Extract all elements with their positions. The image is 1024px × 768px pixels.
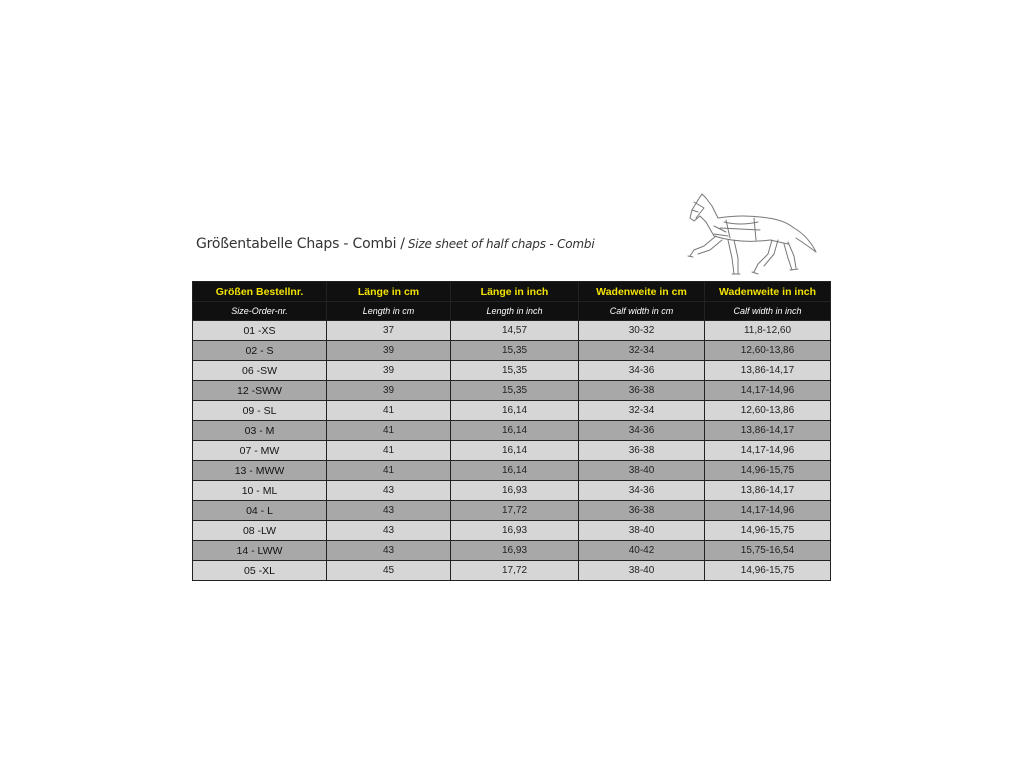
table-row bbox=[193, 521, 831, 541]
header-calf-inch-en: Calf width in inch bbox=[705, 302, 831, 321]
header-size-order-en: Size-Order-nr. bbox=[193, 302, 327, 321]
size-order-cell: 01 -XS bbox=[193, 321, 327, 341]
size-order-cell: 05 -XL bbox=[193, 561, 327, 581]
calf-width-inch-cell: 12,60-13,86 bbox=[705, 401, 831, 421]
size-order-cell: 12 -SWW bbox=[193, 381, 327, 401]
length-inch-cell: 17,72 bbox=[451, 501, 579, 521]
size-order-cell: 10 - ML bbox=[193, 481, 327, 501]
length-inch-cell: 14,57 bbox=[451, 321, 579, 341]
calf-width-cm-cell: 38-40 bbox=[579, 561, 705, 581]
length-inch-cell: 16,14 bbox=[451, 401, 579, 421]
size-table-body bbox=[193, 321, 831, 581]
length-cm-cell: 43 bbox=[327, 541, 451, 561]
length-cm-cell: 37 bbox=[327, 321, 451, 341]
header-length-inch-de: Länge in inch bbox=[451, 282, 579, 302]
calf-width-cm-cell: 36-38 bbox=[579, 381, 705, 401]
calf-width-cm-cell: 34-36 bbox=[579, 481, 705, 501]
size-order-cell: 02 - S bbox=[193, 341, 327, 361]
size-order-cell: 03 - M bbox=[193, 421, 327, 441]
size-order-cell: 09 - SL bbox=[193, 401, 327, 421]
calf-width-inch-cell: 14,17-14,96 bbox=[705, 381, 831, 401]
header-length-cm-de: Länge in cm bbox=[327, 282, 451, 302]
table-row bbox=[193, 401, 831, 421]
length-inch-cell: 15,35 bbox=[451, 361, 579, 381]
calf-width-cm-cell: 38-40 bbox=[579, 461, 705, 481]
header-calf-cm-en: Calf width in cm bbox=[579, 302, 705, 321]
table-row bbox=[193, 381, 831, 401]
size-order-cell: 08 -LW bbox=[193, 521, 327, 541]
length-cm-cell: 39 bbox=[327, 361, 451, 381]
calf-width-cm-cell: 32-34 bbox=[579, 401, 705, 421]
table-row bbox=[193, 541, 831, 561]
horse-illustration-icon bbox=[684, 188, 824, 280]
calf-width-cm-cell: 36-38 bbox=[579, 441, 705, 461]
header-calf-cm-de: Wadenweite in cm bbox=[579, 282, 705, 302]
length-cm-cell: 43 bbox=[327, 481, 451, 501]
calf-width-inch-cell: 14,96-15,75 bbox=[705, 521, 831, 541]
header-row-english bbox=[193, 302, 831, 321]
size-order-cell: 06 -SW bbox=[193, 361, 327, 381]
length-inch-cell: 15,35 bbox=[451, 341, 579, 361]
calf-width-inch-cell: 13,86-14,17 bbox=[705, 361, 831, 381]
length-inch-cell: 16,93 bbox=[451, 541, 579, 561]
length-cm-cell: 39 bbox=[327, 381, 451, 401]
calf-width-cm-cell: 32-34 bbox=[579, 341, 705, 361]
header-calf-inch-de: Wadenweite in inch bbox=[705, 282, 831, 302]
length-cm-cell: 41 bbox=[327, 461, 451, 481]
length-cm-cell: 41 bbox=[327, 421, 451, 441]
calf-width-inch-cell: 14,96-15,75 bbox=[705, 561, 831, 581]
size-table bbox=[192, 281, 831, 581]
calf-width-cm-cell: 30-32 bbox=[579, 321, 705, 341]
length-cm-cell: 43 bbox=[327, 521, 451, 541]
length-cm-cell: 41 bbox=[327, 441, 451, 461]
calf-width-inch-cell: 12,60-13,86 bbox=[705, 341, 831, 361]
length-inch-cell: 16,14 bbox=[451, 441, 579, 461]
length-inch-cell: 16,93 bbox=[451, 521, 579, 541]
header-row-german bbox=[193, 282, 831, 302]
length-cm-cell: 41 bbox=[327, 401, 451, 421]
header-length-inch-en: Length in inch bbox=[451, 302, 579, 321]
length-inch-cell: 16,14 bbox=[451, 421, 579, 441]
calf-width-cm-cell: 36-38 bbox=[579, 501, 705, 521]
table-row bbox=[193, 441, 831, 461]
length-inch-cell: 15,35 bbox=[451, 381, 579, 401]
calf-width-cm-cell: 40-42 bbox=[579, 541, 705, 561]
table-row bbox=[193, 561, 831, 581]
table-row bbox=[193, 321, 831, 341]
calf-width-cm-cell: 34-36 bbox=[579, 421, 705, 441]
header-size-order-de: Größen Bestellnr. bbox=[193, 282, 327, 302]
title-german: Größentabelle Chaps - Combi bbox=[196, 236, 397, 252]
table-row bbox=[193, 421, 831, 441]
calf-width-inch-cell: 14,17-14,96 bbox=[705, 441, 831, 461]
title-separator: / bbox=[400, 236, 405, 252]
size-order-cell: 04 - L bbox=[193, 501, 327, 521]
calf-width-cm-cell: 34-36 bbox=[579, 361, 705, 381]
page-title bbox=[196, 236, 594, 252]
calf-width-inch-cell: 13,86-14,17 bbox=[705, 481, 831, 501]
title-english: Size sheet of half chaps - Combi bbox=[407, 237, 595, 251]
table-row bbox=[193, 341, 831, 361]
size-order-cell: 07 - MW bbox=[193, 441, 327, 461]
length-cm-cell: 43 bbox=[327, 501, 451, 521]
calf-width-inch-cell: 15,75-16,54 bbox=[705, 541, 831, 561]
length-inch-cell: 16,14 bbox=[451, 461, 579, 481]
header-length-cm-en: Length in cm bbox=[327, 302, 451, 321]
table-row bbox=[193, 481, 831, 501]
length-inch-cell: 17,72 bbox=[451, 561, 579, 581]
calf-width-inch-cell: 11,8-12,60 bbox=[705, 321, 831, 341]
calf-width-cm-cell: 38-40 bbox=[579, 521, 705, 541]
table-row bbox=[193, 361, 831, 381]
size-order-cell: 14 - LWW bbox=[193, 541, 327, 561]
table-row bbox=[193, 501, 831, 521]
calf-width-inch-cell: 14,96-15,75 bbox=[705, 461, 831, 481]
table-row bbox=[193, 461, 831, 481]
calf-width-inch-cell: 14,17-14,96 bbox=[705, 501, 831, 521]
size-order-cell: 13 - MWW bbox=[193, 461, 327, 481]
length-cm-cell: 39 bbox=[327, 341, 451, 361]
length-inch-cell: 16,93 bbox=[451, 481, 579, 501]
calf-width-inch-cell: 13,86-14,17 bbox=[705, 421, 831, 441]
length-cm-cell: 45 bbox=[327, 561, 451, 581]
